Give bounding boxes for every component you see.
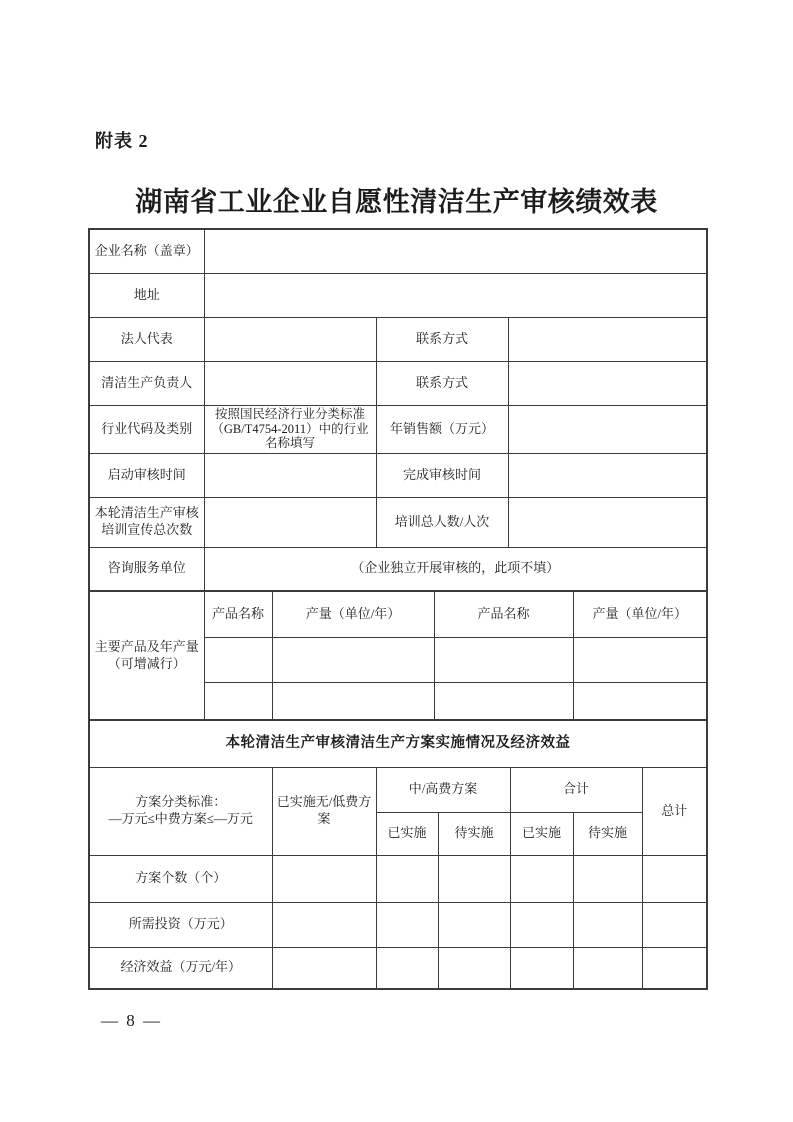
- scheme-count-label: 方案个数（个）: [89, 855, 272, 902]
- table-row: [89, 229, 707, 273]
- consulting-unit-note: （企业独立开展审核的，此项不填）: [204, 547, 707, 591]
- table-row: [89, 317, 707, 361]
- impl-value-cell: [376, 947, 438, 989]
- legal-representative-value-cell: [204, 317, 376, 361]
- table-row: [89, 273, 707, 317]
- impl-value-cell: [272, 855, 376, 902]
- audit-complete-value-cell: [508, 453, 707, 497]
- pending-subheader: 待实施: [573, 812, 642, 855]
- cleaner-production-manager-label: 清洁生产负责人: [89, 361, 204, 405]
- no-low-cost-header: 已实施无/低费方案: [272, 767, 376, 855]
- table-row: [89, 405, 707, 453]
- classification-standard-label: [89, 767, 272, 855]
- classification-standard-line2: —万元≤中费方案≤—万元: [108, 811, 253, 826]
- contact-label: 联系方式: [376, 361, 508, 405]
- impl-value-cell: [510, 902, 573, 947]
- table-row: [89, 902, 707, 947]
- annual-sales-label: 年销售额（万元）: [376, 405, 508, 453]
- address-label: 地址: [89, 273, 204, 317]
- implementation-section-banner: 本轮清洁生产审核清洁生产方案实施情况及经济效益: [89, 720, 707, 767]
- manager-contact-value-cell: [508, 361, 707, 405]
- product-name-cell: [434, 682, 573, 720]
- product-output-cell: [272, 682, 434, 720]
- industry-code-note: 按照国民经济行业分类标准（GB/T4754-2011）中的行业名称填写: [204, 405, 376, 453]
- product-name-cell: [434, 637, 573, 682]
- industry-code-label: 行业代码及类别: [89, 405, 204, 453]
- audit-start-label: 启动审核时间: [89, 453, 204, 497]
- product-name-header: 产品名称: [204, 591, 272, 637]
- classification-standard-line1: 方案分类标准：: [135, 794, 227, 810]
- audit-complete-label: 完成审核时间: [376, 453, 508, 497]
- company-name-label: 企业名称（盖章）: [89, 229, 204, 273]
- table-row: [89, 947, 707, 989]
- audit-start-value-cell: [204, 453, 376, 497]
- pending-subheader: 待实施: [438, 812, 510, 855]
- product-output-cell: [573, 682, 707, 720]
- table-row: [89, 720, 707, 767]
- investment-label: 所需投资（万元）: [89, 902, 272, 947]
- product-output-cell: [573, 637, 707, 682]
- impl-value-cell: [642, 855, 707, 902]
- impl-value-cell: [376, 902, 438, 947]
- form-tables-container: [88, 228, 708, 990]
- contact-label: 联系方式: [376, 317, 508, 361]
- impl-value-cell: [438, 855, 510, 902]
- table-row: [89, 497, 707, 547]
- impl-value-cell: [272, 902, 376, 947]
- page-title: 湖南省工业企业自愿性清洁生产审核绩效表: [135, 187, 658, 217]
- table-row: [89, 855, 707, 902]
- impl-value-cell: [438, 947, 510, 989]
- implemented-subheader: 已实施: [376, 812, 438, 855]
- product-output-cell: [272, 637, 434, 682]
- impl-value-cell: [510, 855, 573, 902]
- impl-value-cell: [573, 947, 642, 989]
- appendix-label: 附表 2: [95, 131, 149, 151]
- impl-value-cell: [573, 902, 642, 947]
- product-name-cell: [204, 637, 272, 682]
- legal-representative-contact-value-cell: [508, 317, 707, 361]
- main-products-table: [88, 590, 708, 721]
- enterprise-info-table: [88, 228, 708, 592]
- table-row: [89, 547, 707, 591]
- product-name-cell: [204, 682, 272, 720]
- product-output-header: 产量（单位/年）: [272, 591, 434, 637]
- grand-total-header: 总计: [642, 767, 707, 855]
- table-row: [89, 591, 707, 637]
- impl-value-cell: [642, 947, 707, 989]
- subtotal-group-header: 合计: [510, 767, 642, 812]
- training-total-sessions-label: 本轮清洁生产审核培训宣传总次数: [89, 497, 204, 547]
- economic-benefit-label: 经济效益（万元/年）: [89, 947, 272, 989]
- consulting-unit-label: 咨询服务单位: [89, 547, 204, 591]
- annual-sales-value-cell: [508, 405, 707, 453]
- impl-value-cell: [642, 902, 707, 947]
- company-name-value-cell: [204, 229, 707, 273]
- implemented-subheader: 已实施: [510, 812, 573, 855]
- training-total-people-value-cell: [508, 497, 707, 547]
- address-value-cell: [204, 273, 707, 317]
- implementation-table: [88, 719, 708, 990]
- impl-value-cell: [272, 947, 376, 989]
- impl-value-cell: [438, 902, 510, 947]
- impl-value-cell: [376, 855, 438, 902]
- main-products-row-label: 主要产品及年产量（可增减行）: [89, 591, 204, 720]
- impl-value-cell: [573, 855, 642, 902]
- table-row: [89, 361, 707, 405]
- training-total-sessions-value-cell: [204, 497, 376, 547]
- product-name-header: 产品名称: [434, 591, 573, 637]
- page-number: — 8 —: [101, 1011, 162, 1030]
- training-total-people-label: 培训总人数/人次: [376, 497, 508, 547]
- table-row: [89, 453, 707, 497]
- impl-value-cell: [510, 947, 573, 989]
- legal-representative-label: 法人代表: [89, 317, 204, 361]
- mid-high-cost-group-header: 中/高费方案: [376, 767, 510, 812]
- table-row: [89, 767, 707, 812]
- cleaner-production-manager-value-cell: [204, 361, 376, 405]
- product-output-header: 产量（单位/年）: [573, 591, 707, 637]
